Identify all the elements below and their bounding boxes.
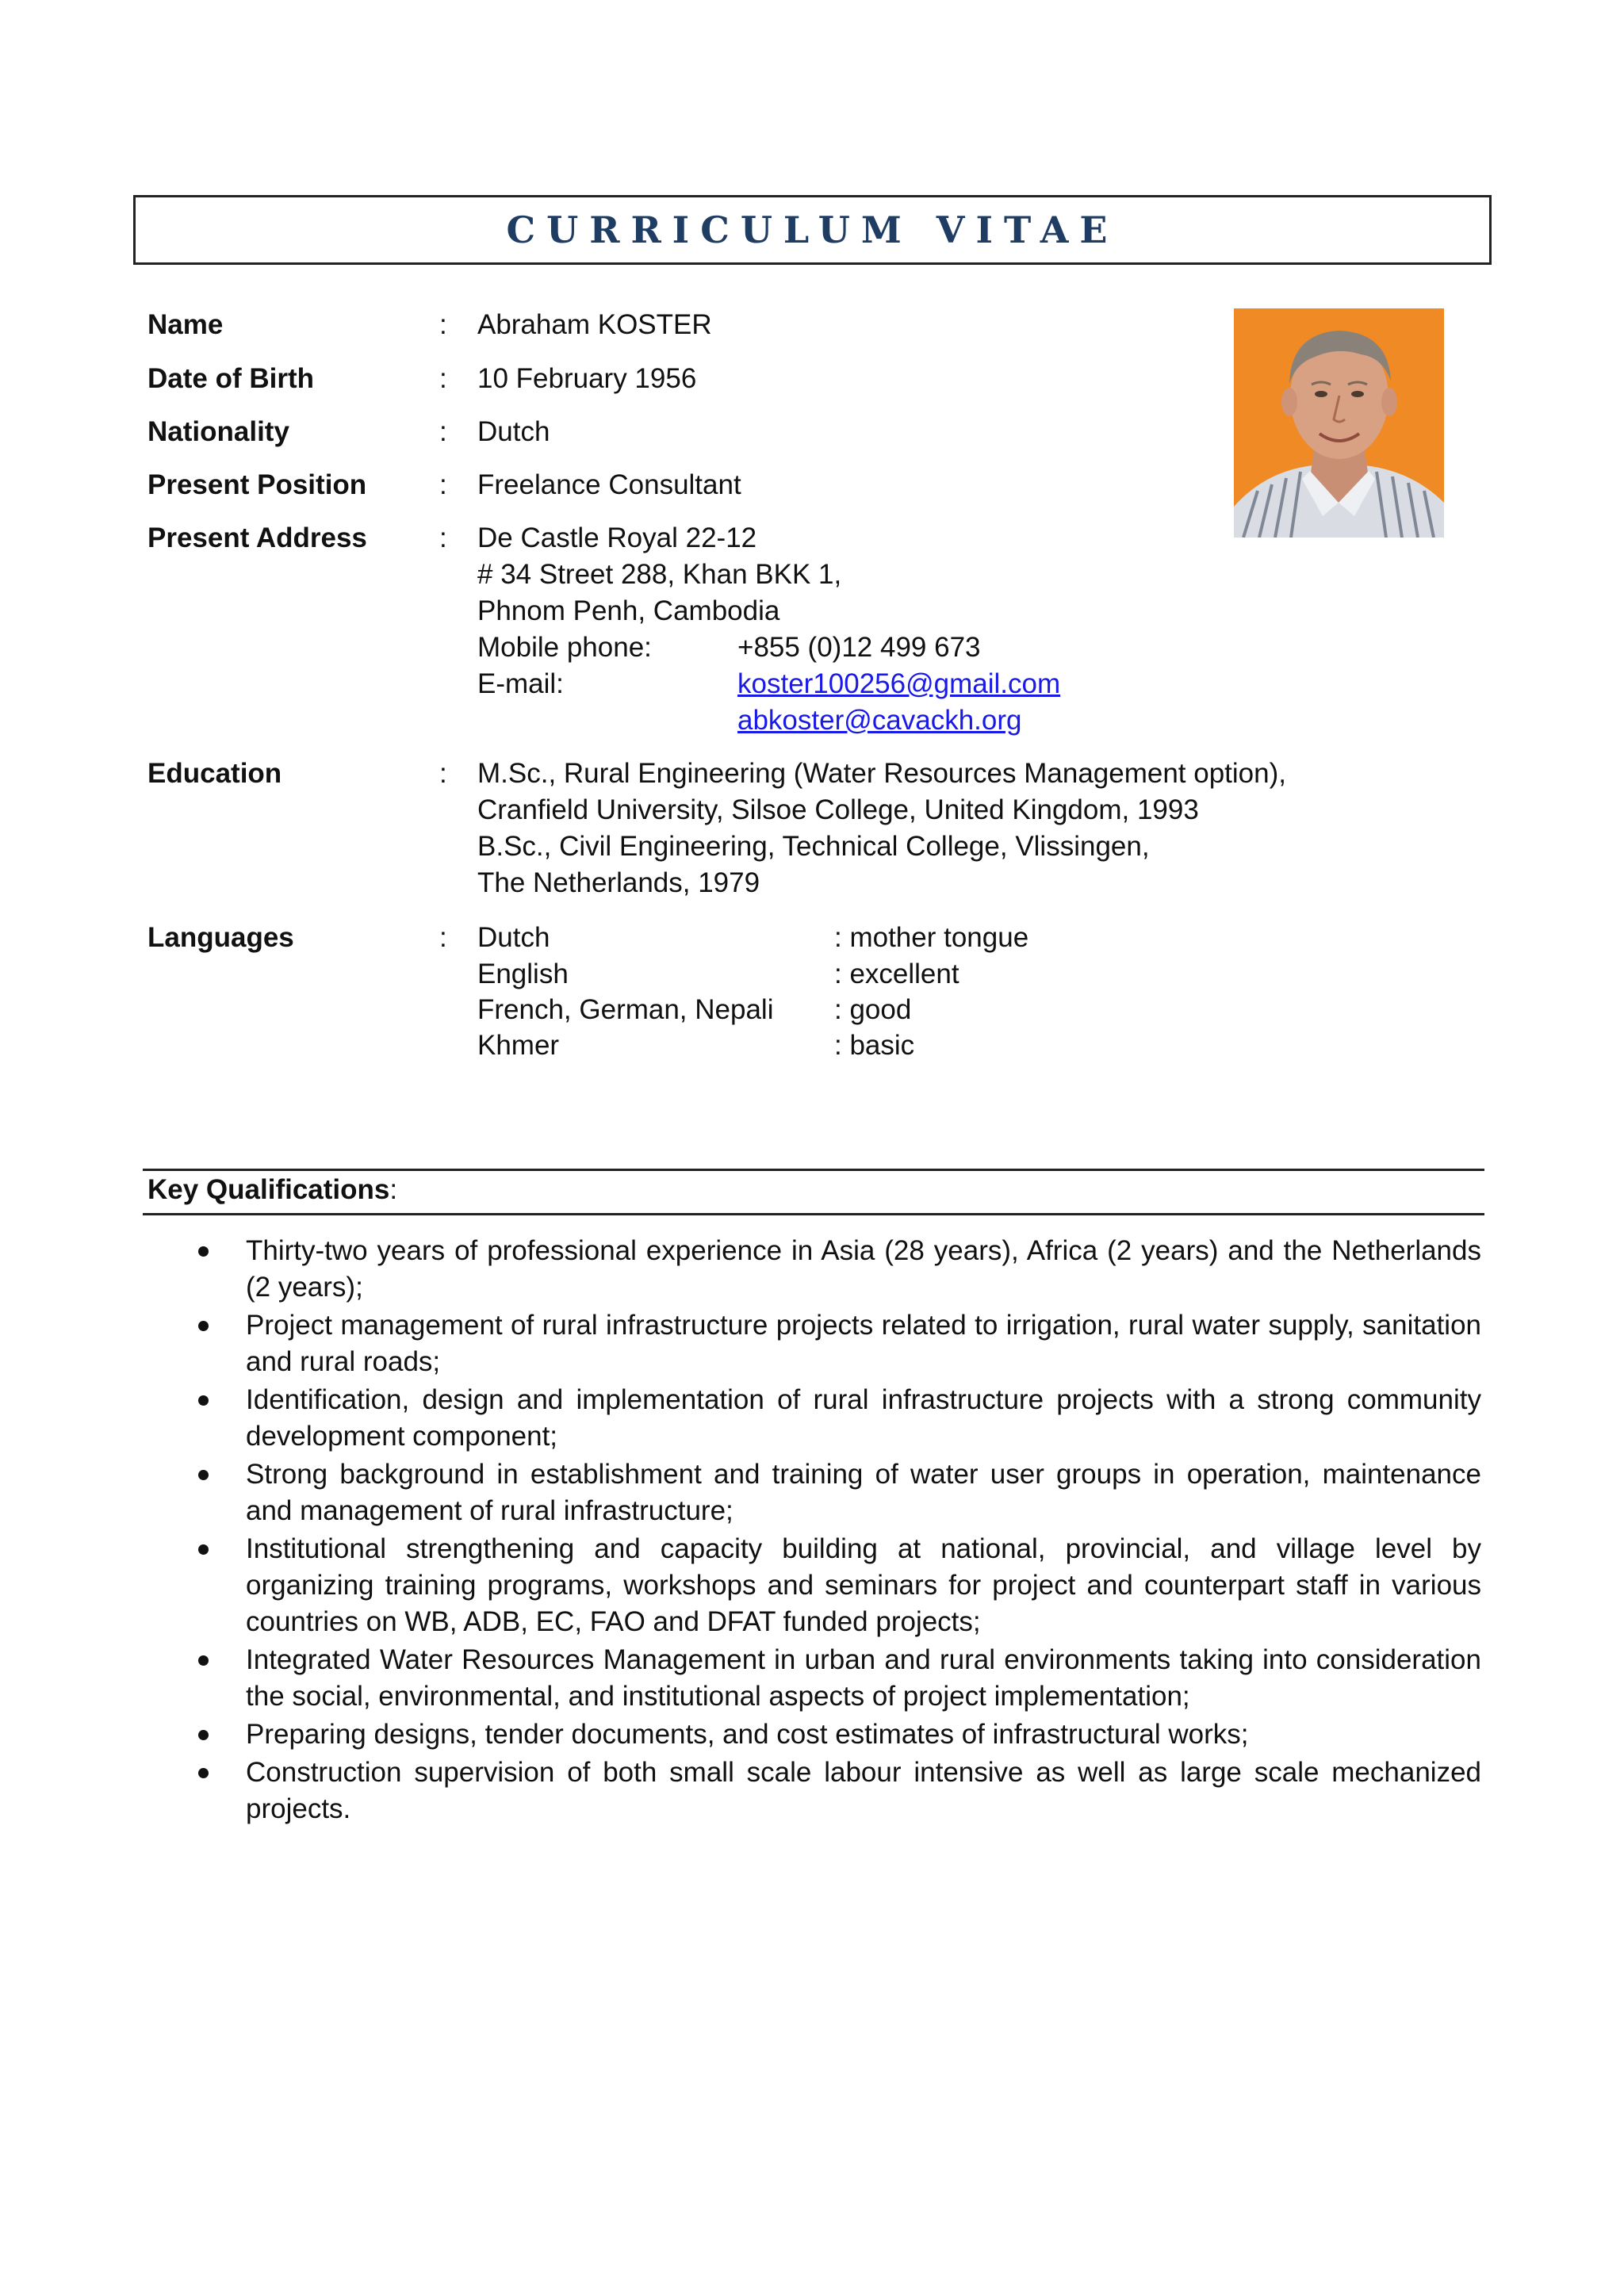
dob-label: Date of Birth <box>147 363 314 394</box>
qualifications-list <box>198 1233 1481 1829</box>
nationality-row <box>147 414 1337 453</box>
colon: : <box>439 363 447 394</box>
list-item <box>198 1531 1481 1640</box>
bullet-icon <box>198 1768 209 1778</box>
title-box <box>133 195 1492 265</box>
list-item <box>198 1233 1481 1306</box>
address-line: De Castle Royal 22-12 <box>477 522 757 553</box>
colon: : <box>439 922 447 953</box>
page-title: CURRICULUM VITAE <box>506 209 1119 251</box>
address-line: # 34 Street 288, Khan BKK 1, <box>477 559 842 590</box>
list-item-text: Strong background in establishment and training of water user groups in operation, maintenance and management of rural infrastructure; <box>246 1459 1481 1526</box>
name-value: Abraham KOSTER <box>477 309 712 340</box>
key-qualifications-colon: : <box>389 1174 398 1205</box>
key-qualifications-title: Key Qualifications <box>147 1174 390 1205</box>
position-row <box>147 467 1337 507</box>
colon: : <box>439 309 447 340</box>
key-qualifications-heading <box>147 1172 397 1208</box>
languages-row <box>147 920 1337 959</box>
language-level: : basic <box>834 1030 915 1061</box>
colon: : <box>439 416 447 447</box>
education-line: M.Sc., Rural Engineering (Water Resources Management option), <box>477 758 1286 789</box>
bullet-icon <box>198 1470 209 1480</box>
dob-value: 10 February 1956 <box>477 363 697 394</box>
language-level: : mother tongue <box>834 922 1029 953</box>
dob-row <box>147 361 1337 400</box>
nationality-label: Nationality <box>147 416 289 447</box>
list-item <box>198 1716 1481 1753</box>
list-item <box>198 1642 1481 1715</box>
email-link-secondary[interactable]: abkoster@cavackh.org <box>737 705 1022 736</box>
bullet-icon <box>198 1655 209 1666</box>
colon: : <box>439 522 447 553</box>
bullet-icon <box>198 1321 209 1331</box>
email-label: E-mail: <box>477 668 564 699</box>
language-name: English <box>477 959 569 989</box>
colon: : <box>439 758 447 789</box>
bullet-icon <box>198 1395 209 1406</box>
list-item <box>198 1755 1481 1827</box>
list-item-text: Preparing designs, tender documents, and cost estimates of infrastructural works; <box>246 1719 1249 1750</box>
list-item <box>198 1382 1481 1455</box>
language-level: : good <box>834 994 912 1025</box>
list-item <box>198 1307 1481 1380</box>
email-link-primary[interactable]: koster100256@gmail.com <box>737 668 1061 699</box>
language-name: Dutch <box>477 922 550 953</box>
list-item <box>198 1456 1481 1529</box>
address-line: Phnom Penh, Cambodia <box>477 595 780 626</box>
languages-label: Languages <box>147 922 294 953</box>
language-name: French, German, Nepali <box>477 994 774 1025</box>
address-label: Present Address <box>147 522 367 553</box>
profile-photo <box>1234 308 1444 538</box>
list-item-text: Institutional strengthening and capacity building at national, provincial, and village level by organizing training programs, workshops and seminars for project and counterpart staff in various countries on WB, ADB, EC, FAO and DFAT funded projects; <box>246 1533 1481 1637</box>
name-label: Name <box>147 309 224 340</box>
list-item-text: Project management of rural infrastructure projects related to irrigation, rural water supply, sanitation and rural roads; <box>246 1310 1481 1377</box>
name-row <box>147 307 1337 346</box>
bullet-icon <box>198 1730 209 1740</box>
section-rule-top <box>143 1169 1484 1171</box>
bullet-icon <box>198 1246 209 1257</box>
colon: : <box>439 469 447 500</box>
education-line: Cranfield University, Silsoe College, United Kingdom, 1993 <box>477 794 1199 825</box>
list-item-text: Integrated Water Resources Management in urban and rural environments taking into consideration the social, environmental, and institutional aspects of project implementation; <box>246 1644 1481 1712</box>
language-name: Khmer <box>477 1030 560 1061</box>
section-rule-bottom <box>143 1213 1484 1215</box>
position-value: Freelance Consultant <box>477 469 741 500</box>
education-line: The Netherlands, 1979 <box>477 867 760 898</box>
mobile-value: +855 (0)12 499 673 <box>737 632 981 663</box>
list-item-text: Construction supervision of both small scale labour intensive as well as large scale mechanized projects. <box>246 1757 1481 1824</box>
language-level: : excellent <box>834 959 959 989</box>
position-label: Present Position <box>147 469 367 500</box>
list-item-text: Thirty-two years of professional experience in Asia (28 years), Africa (2 years) and the Netherlands (2 years); <box>246 1235 1481 1303</box>
nationality-value: Dutch <box>477 416 550 447</box>
list-item-text: Identification, design and implementation of rural infrastructure projects with a strong community development component; <box>246 1384 1481 1452</box>
mobile-label: Mobile phone: <box>477 632 652 663</box>
education-label: Education <box>147 758 282 789</box>
bullet-icon <box>198 1544 209 1555</box>
education-line: B.Sc., Civil Engineering, Technical College, Vlissingen, <box>477 831 1150 862</box>
